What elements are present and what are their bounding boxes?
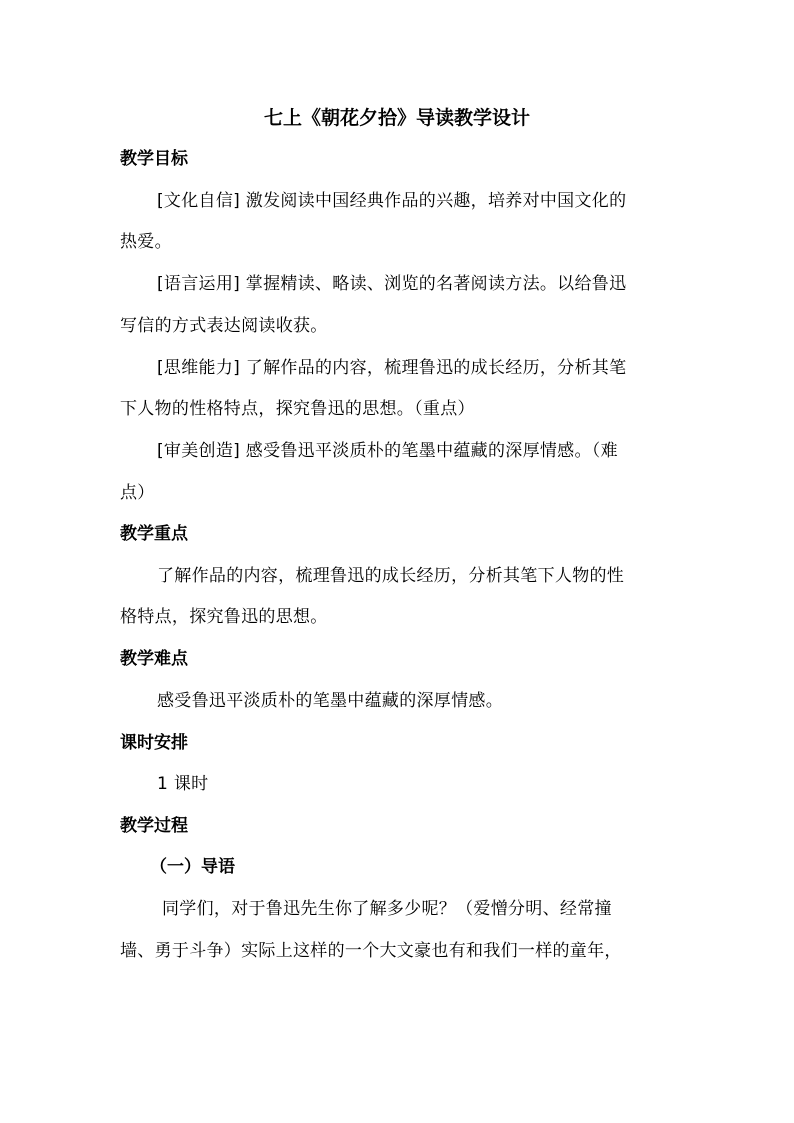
objectives-line: 热爱。 (120, 232, 172, 252)
key-points-heading: 教学重点 (120, 524, 188, 544)
objectives-line: [审美创造] 感受鲁迅平淡质朴的笔墨中蕴藏的深厚情感。（难 (157, 441, 618, 461)
process-line: 墙、勇于斗争）实际上这样的一个大文豪也有和我们一样的童年， (120, 941, 622, 961)
document-title: 七上《朝花夕拾》导读教学设计 (263, 107, 530, 129)
process-heading: 教学过程 (120, 816, 188, 836)
objectives-heading: 教学目标 (120, 149, 188, 169)
process-subheading: （一）导语 (150, 857, 235, 877)
key-points-line: 格特点，探究鲁迅的思想。 (120, 607, 328, 627)
objectives-line: [语言运用] 掌握精读、略读、浏览的名著阅读方法。以给鲁迅 (157, 274, 627, 294)
objectives-line: [文化自信] 激发阅读中国经典作品的兴趣，培养对中国文化的 (157, 191, 627, 211)
schedule-heading: 课时安排 (120, 733, 188, 753)
key-points-line: 了解作品的内容，梳理鲁迅的成长经历，分析其笔下人物的性 (157, 566, 625, 586)
difficulties-line: 感受鲁迅平淡质朴的笔墨中蕴藏的深厚情感。 (157, 691, 503, 711)
difficulties-heading: 教学难点 (120, 649, 188, 669)
objectives-line: [思维能力] 了解作品的内容，梳理鲁迅的成长经历，分析其笔 (157, 358, 627, 378)
objectives-line: 写信的方式表达阅读收获。 (120, 316, 328, 336)
objectives-line: 下人物的性格特点，探究鲁迅的思想。（重点） (120, 399, 475, 419)
objectives-line: 点） (120, 483, 155, 503)
process-line: 同学们，对于鲁迅先生你了解多少呢？（爱憎分明、经常撞 (162, 899, 612, 919)
schedule-line: 1 课时 (157, 774, 209, 794)
